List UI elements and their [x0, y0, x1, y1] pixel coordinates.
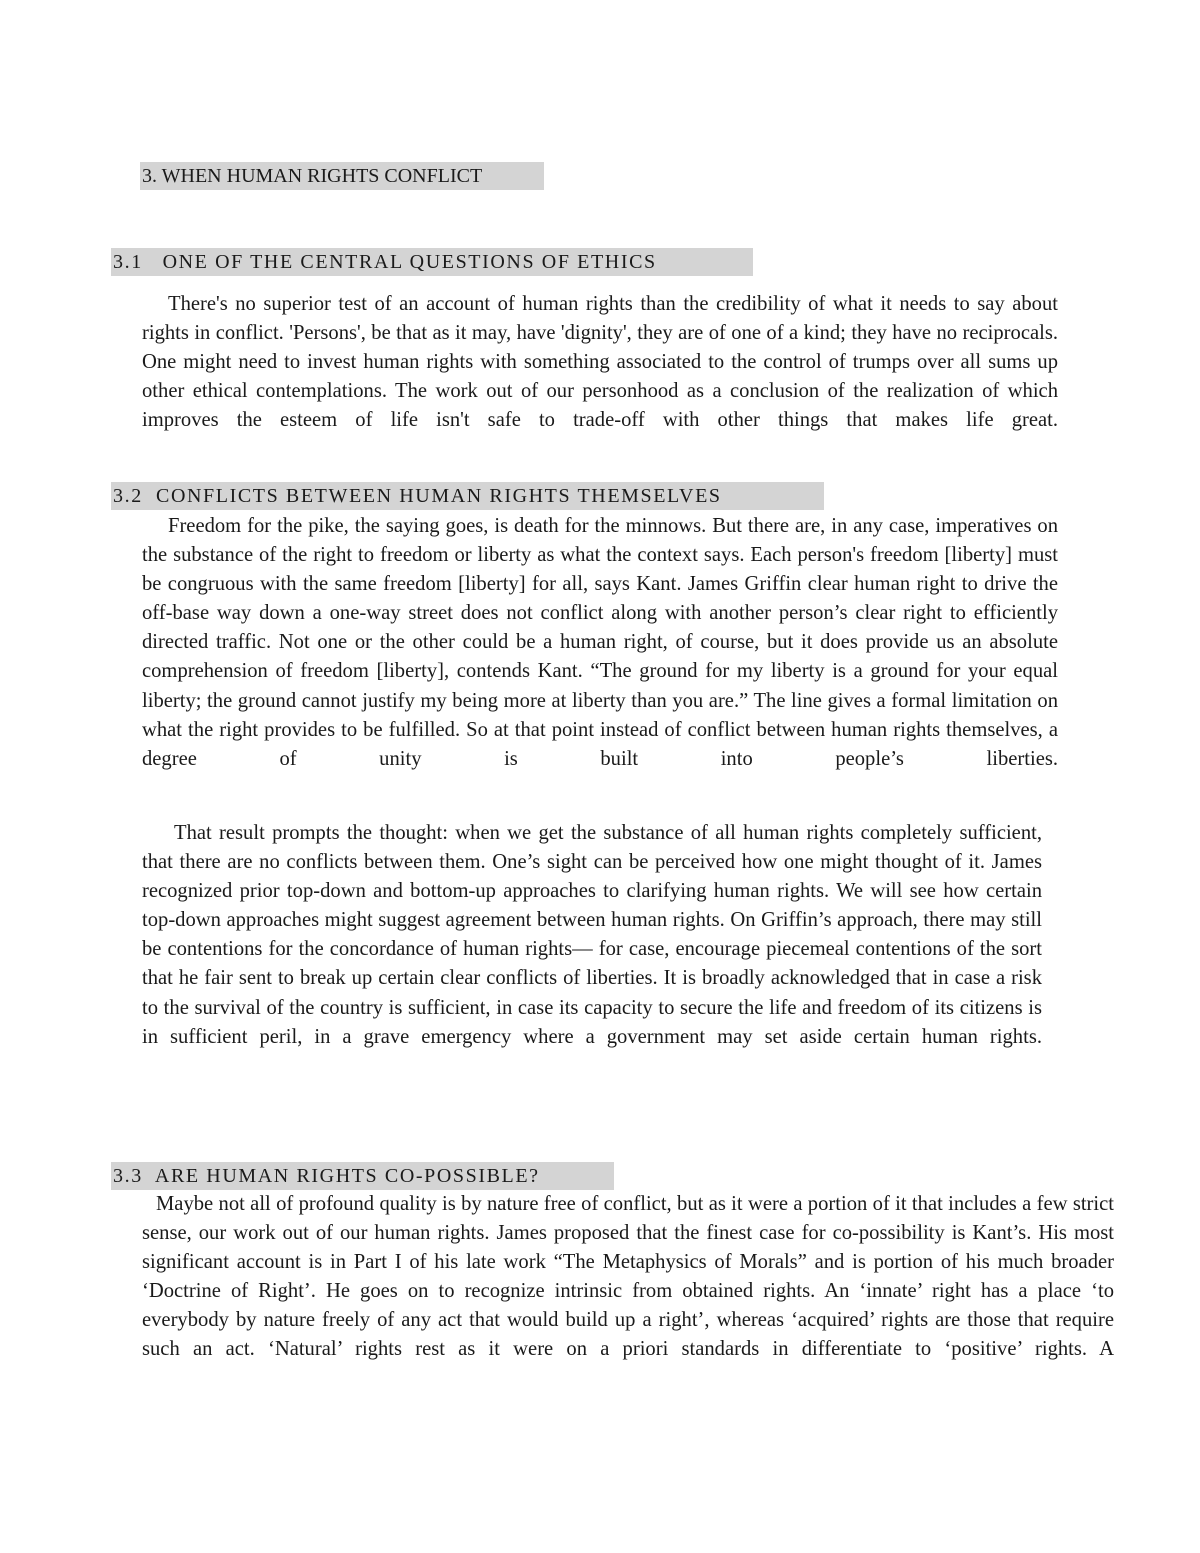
section-3-2-paragraph-1: Freedom for the pike, the saying goes, is death for the minnows. But there are, in any case, imperatives on the substance of the right to freedom or liberty as what the context says. Each person's freedom [liberty] must be congruous with the same freedom [liberty] for all, says Kant. James Griffin clear human right to drive the off-base way down a one-way street does not conflict along with another person’s clear right to efficiently directed traffic. Not one or the other could be a human right, of course, but it does provide us an absolute comprehension of freedom [liberty], contends Kant. “The ground for my liberty is a ground for your equal liberty; the ground cannot justify my being more at liberty than you are.” The line gives a formal limitation on what the right provides to be fulfilled. So at that point instead of conflict between human rights themselves, a degree of unity is built into people’s liberties.: [142, 515, 1058, 770]
section-3-2-paragraph-2: That result prompts the thought: when we get the substance of all human rights completely sufficient, that there are no conflicts between them. One’s sight can be perceived how one might thought of it. James recognized prior top-down and bottom-up approaches to clarifying human rights. We will see how certain top-down approaches might suggest agreement between human rights. On Griffin’s approach, there may still be contentions for the concordance of human rights— for case, encourage piecemeal contentions of the sort that he fair sent to break up certain clear conflicts of liberties. It is broadly acknowledged that in case a risk to the survival of the country is sufficient, in case its capacity to secure the life and freedom of its citizens is in sufficient peril, in a grave emergency where a government may set aside certain human rights.: [142, 822, 1042, 1048]
section-3-3-paragraph: Maybe not all of profound quality is by nature free of conflict, but as it were a portion of it that includes a few strict sense, our work out of our human rights. James proposed that the finest case for co-possibility is Kant’s. His most significant account is in Part I of his late work “The Metaphysics of Morals” and is portion of his much broader ‘Doctrine of Right’. He goes on to recognize intrinsic from obtained rights. An ‘innate’ right has a place ‘to everybody by nature freely of any act that would build up a right’, whereas ‘acquired’ rights are those that require such an act. ‘Natural’ rights rest as it were on a priori standards in differentiate to ‘positive’ rights. A: [142, 1193, 1114, 1361]
section-heading-3-1: 3.1 ONE OF THE CENTRAL QUESTIONS OF ETHICS: [111, 248, 753, 276]
section-3-1-paragraph: There's no superior test of an account of human rights than the credibility of what it needs to say about rights in conflict. 'Persons', be that as it may, have 'dignity', they are of one of a kind; they have no reciprocals. One might need to invest human rights with something associated to the control of trumps over all sums up other ethical contemplations. The work out of our personhood as a conclusion of the realization of which improves the esteem of life isn't safe to trade-off with other things that makes life great.: [142, 293, 1058, 432]
document-title: 3. WHEN HUMAN RIGHTS CONFLICT: [140, 162, 544, 190]
section-heading-3-2: 3.2 CONFLICTS BETWEEN HUMAN RIGHTS THEMSELVES: [111, 482, 824, 510]
section-heading-3-3: 3.3 ARE HUMAN RIGHTS CO-POSSIBLE?: [111, 1162, 614, 1190]
